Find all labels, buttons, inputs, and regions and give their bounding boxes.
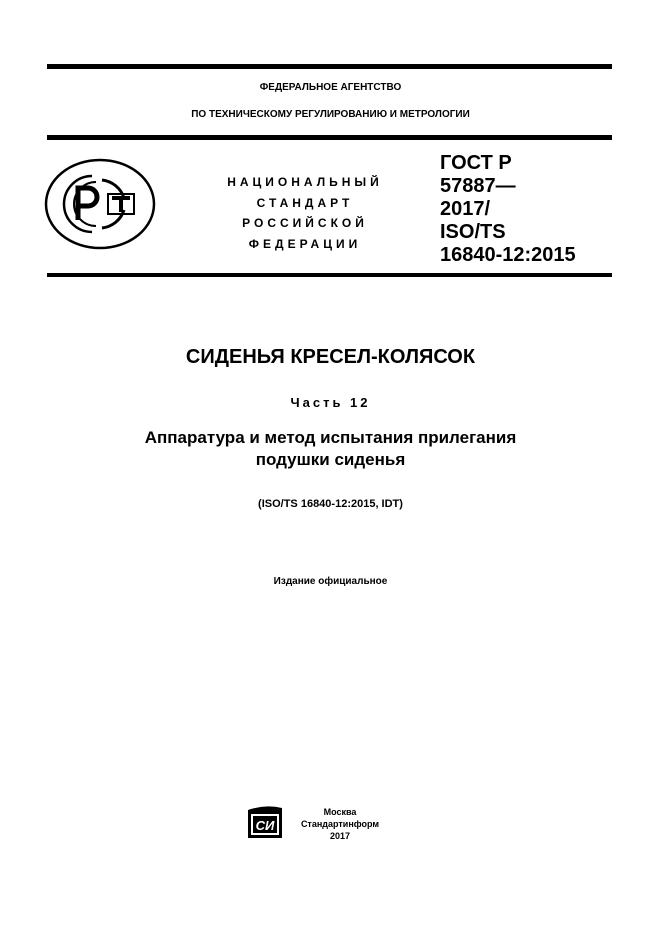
- national-line: СТАНДАРТ: [256, 195, 354, 210]
- national-line: НАЦИОНАЛЬНЫЙ: [227, 175, 383, 189]
- agency-line-1: ФЕДЕРАЛЬНОЕ АГЕНТСТВО: [259, 82, 402, 93]
- edition-label: Издание официальное: [273, 576, 388, 587]
- standartinform-logo-icon: [245, 804, 285, 840]
- document-subtitle: [0, 427, 661, 471]
- designation-line: 57887—: [440, 175, 516, 197]
- part-number: Часть 12: [290, 395, 371, 410]
- subtitle-line: Аппаратура и метод испытания прилегания: [144, 428, 517, 447]
- national-line: РОССИЙСКОЙ: [242, 216, 368, 230]
- publisher-name: Стандартинформ: [300, 819, 380, 829]
- iso-reference: (ISO/TS 16840-12:2015, IDT): [258, 498, 403, 510]
- designation-line: ISO/TS: [440, 221, 506, 243]
- national-standard-label: [205, 172, 405, 254]
- national-line: ФЕДЕРАЦИИ: [248, 236, 362, 251]
- document-title: СИДЕНЬЯ КРЕСЕЛ-КОЛЯСОК: [185, 346, 476, 368]
- publisher-city: Москва: [323, 807, 357, 817]
- svg-text:СИ: СИ: [255, 818, 275, 833]
- rst-logo-icon: [44, 158, 156, 250]
- header-rule: [47, 135, 612, 140]
- designation-line: ГОСТ Р: [440, 152, 512, 174]
- agency-line-2: ПО ТЕХНИЧЕСКОМУ РЕГУЛИРОВАНИЮ И МЕТРОЛОГИИ: [191, 109, 470, 120]
- subtitle-line: подушки сиденья: [255, 450, 406, 469]
- standard-designation: [440, 152, 576, 267]
- designation-line: 16840-12:2015: [440, 244, 576, 266]
- designation-rule: [47, 273, 612, 277]
- publisher-block: [290, 806, 390, 842]
- publication-year: 2017: [329, 831, 351, 841]
- top-rule: [47, 64, 612, 69]
- designation-line: 2017/: [440, 198, 491, 220]
